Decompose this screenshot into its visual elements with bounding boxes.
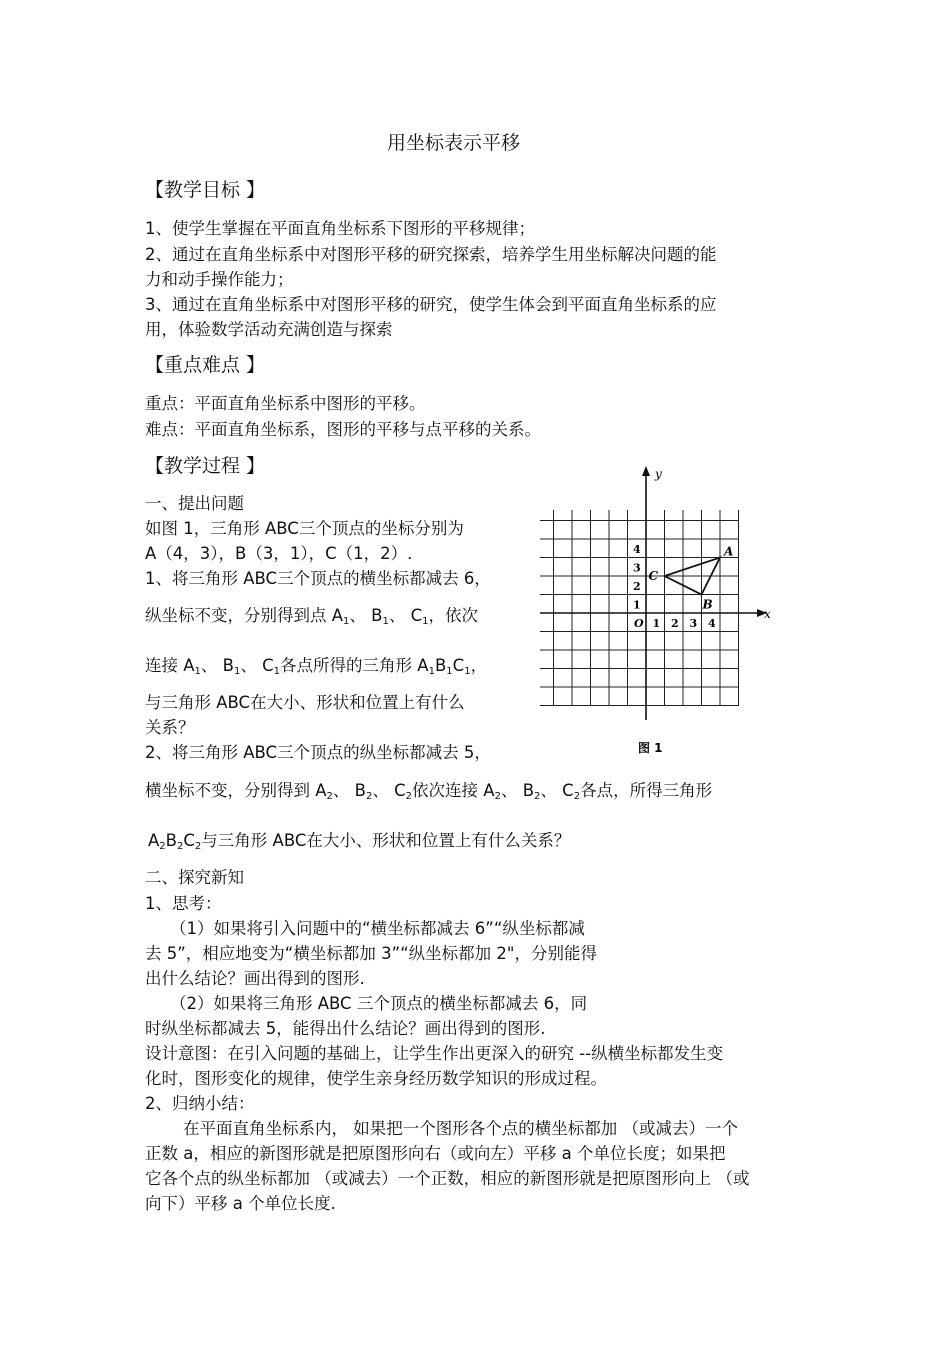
subscript: 2 [405, 791, 413, 802]
figure-caption: 图 1 [638, 741, 663, 755]
text-run: C [183, 831, 195, 850]
para-line: 正数 a，相应的新图形就是把原图形向右（或向左）平移 a 个单位长度；如果把 [145, 1144, 726, 1163]
goal-line-2b: 力和动手操作能力； [145, 270, 294, 289]
goal-line-2a: 2、通过在直角坐标系中对图形平移的研究探索，培养学生用坐标解决问题的能 [145, 245, 717, 264]
y-axis-label: y [655, 467, 662, 481]
key-point: 重点：平面直角坐标系中图形的平移。 [145, 394, 426, 413]
subscript: 2 [326, 791, 333, 802]
subscript: 2 [366, 791, 373, 802]
point-label-c: C [648, 569, 659, 583]
text-run: A [148, 831, 160, 850]
para-line: A（4，3），B（3，1），C（1，2）. [145, 544, 413, 563]
text-run: 与三角形 ABC在大小、形状和位置上有什么关系？ [201, 831, 571, 850]
text-run: ，依次 [428, 606, 479, 625]
subscript: 2 [573, 791, 581, 802]
para-line: 一、提出问题 [145, 494, 244, 513]
text-run: C [452, 656, 465, 675]
para-line: 向下）平移 a 个单位长度. [145, 1194, 336, 1213]
subscript: 2 [534, 791, 541, 802]
para-line: 2、归纳小结： [145, 1094, 255, 1113]
page-title: 用坐标表示平移 [387, 132, 521, 154]
y-tick-label: 1 [633, 598, 641, 612]
section-heading-key-points: 【重点难点 】 [145, 354, 266, 376]
para-line-with-subscripts [145, 781, 712, 807]
subscript: 2 [194, 841, 202, 852]
para-line: 时纵坐标都减去 5，能得出什么结论？画出得到的图形. [145, 1019, 546, 1038]
text-run: 依次连接 A [412, 781, 495, 800]
difficult-point: 难点：平面直角坐标系，图形的平移与点平移的关系。 [145, 420, 541, 439]
section-heading-goals: 【教学目标 】 [145, 179, 266, 201]
subscript: 1 [194, 666, 201, 677]
para-line: 化时，图形变化的规律，使学生亲身经历数学知识的形成过程。 [145, 1069, 607, 1088]
y-tick-label: 3 [633, 561, 641, 575]
subscript: 1 [234, 666, 241, 677]
para-line: 关系？ [145, 718, 195, 737]
goal-line-3b: 用，体验数学活动充满创造与探索 [145, 320, 393, 339]
subscript: 2 [177, 841, 184, 852]
y-axis-arrow [642, 466, 650, 476]
coordinate-figure [535, 462, 775, 762]
text-run: B [434, 656, 447, 675]
para-line: 它各个点的纵坐标都加 （或减去）一个正数，相应的新图形就是把原图形向上 （或 [145, 1169, 750, 1188]
text-run: 连接 A [145, 656, 195, 675]
subscript: 2 [494, 791, 501, 802]
text-run: 纵坐标不变，分别得到点 A [145, 606, 344, 625]
text-run: ， [470, 656, 488, 675]
x-tick-label: 4 [708, 617, 716, 630]
para-line: 设计意图：在引入问题的基础上，让学生作出更深入的研究 --纵横坐标都发生变 [145, 1044, 724, 1063]
point-label-b: B [702, 597, 713, 612]
para-line: 1、将三角形 ABC三个顶点的横坐标都减去 6， [145, 569, 491, 588]
para-line: 在平面直角坐标系内， 如果把一个图形各个点的横坐标都加 （或减去）一个 [183, 1119, 738, 1138]
text-run: 、 B [200, 656, 234, 675]
subscript: 1 [446, 666, 453, 677]
goal-line-3a: 3、通过在直角坐标系中对图形平移的研究，使学生体会到平面直角坐标系的应 [145, 295, 717, 314]
text-run: B [165, 831, 177, 850]
para-line: 1、思考： [145, 894, 222, 913]
text-run: 横坐标不变，分别得到 A [145, 781, 327, 800]
text-run: 各点所得的三角形 A [280, 656, 429, 675]
para-line-with-subscripts [145, 606, 478, 632]
text-run: 、 C [540, 781, 574, 800]
origin-label: O [634, 617, 644, 630]
subscript: 1 [428, 666, 435, 677]
text-run: 、 C [240, 656, 274, 675]
para-line-with-subscripts [148, 831, 570, 857]
y-tick-label: 2 [633, 580, 641, 593]
subscript: 1 [382, 616, 389, 627]
para-line: （1）如果将引入问题中的“横坐标都减去 6”“纵坐标都减 [170, 919, 585, 938]
text-run: 、 B [332, 781, 366, 800]
subscript: 2 [159, 841, 166, 852]
subscript: 1 [464, 666, 471, 677]
para-line: 如图 1，三角形 ABC三个顶点的坐标分别为 [145, 519, 464, 538]
point-label-a: A [724, 544, 734, 559]
text-run: 、 C [372, 781, 406, 800]
text-run: 、 C [388, 606, 423, 625]
x-tick-label: 3 [689, 617, 698, 630]
para-line: （2）如果将三角形 ABC 三个顶点的横坐标都减去 6，同 [170, 994, 588, 1013]
para-line-with-subscripts [145, 656, 487, 682]
para-line: 出什么结论？画出得到的图形. [145, 969, 365, 988]
x-tick-label: 1 [652, 617, 661, 630]
para-line: 去 5”，相应地变为“横坐标都加 3”“纵坐标都加 2"，分别能得 [145, 944, 598, 963]
section-heading-process: 【教学过程 】 [145, 455, 266, 477]
text-run: 各点，所得三角形 [580, 781, 713, 800]
text-run: 、 B [349, 606, 383, 625]
x-tick-label: 2 [671, 617, 679, 630]
para-line: 二、探究新知 [145, 868, 244, 887]
subscript: 1 [422, 616, 429, 627]
goal-line-1: 1、使学生掌握在平面直角坐标系下图形的平移规律； [145, 219, 535, 238]
para-line: 2、将三角形 ABC三个顶点的纵坐标都减去 5， [145, 743, 491, 762]
subscript: 1 [343, 616, 350, 627]
para-line: 与三角形 ABC在大小、形状和位置上有什么 [145, 693, 465, 712]
y-tick-label: 4 [633, 543, 641, 556]
subscript: 1 [273, 666, 281, 677]
x-axis-label: x [764, 607, 771, 621]
text-run: 、 B [500, 781, 535, 800]
